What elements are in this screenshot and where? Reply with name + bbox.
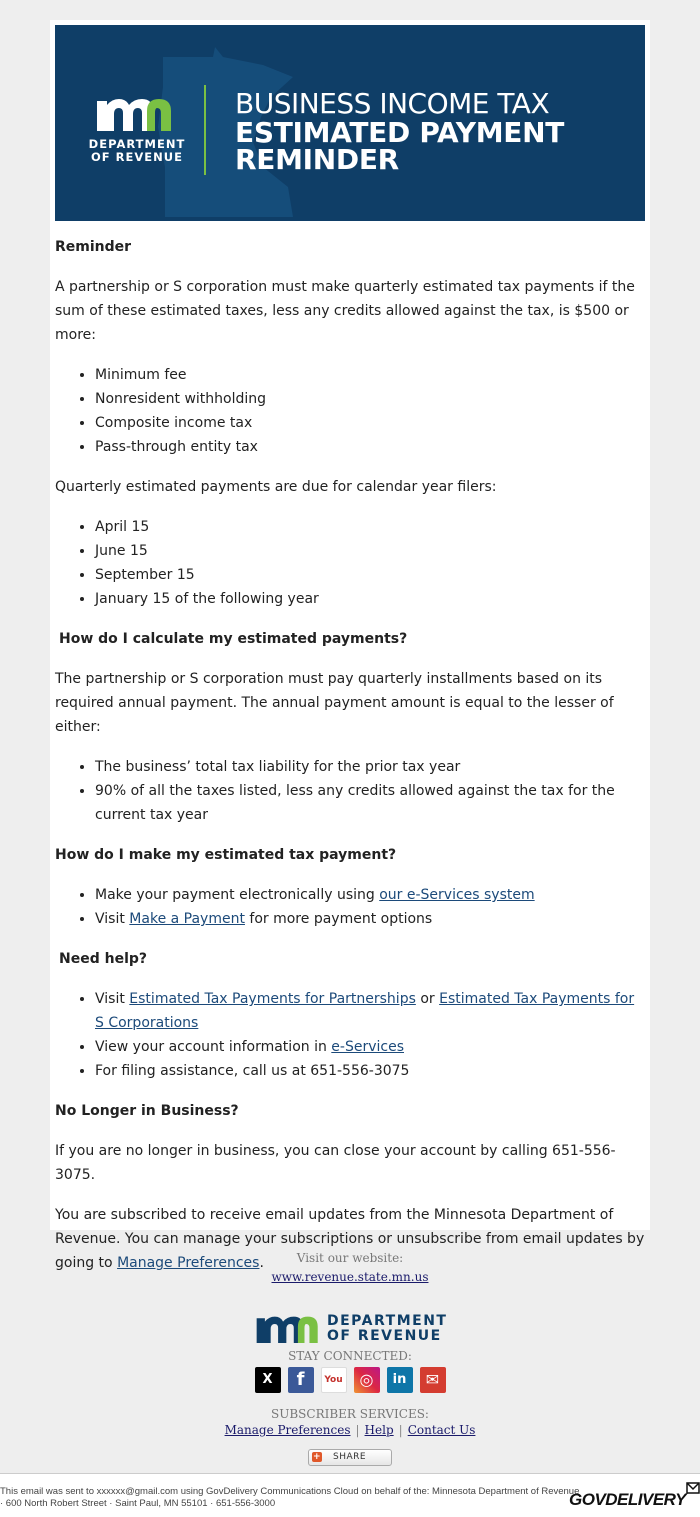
contact-us-link[interactable]: Contact Us (407, 1423, 476, 1437)
x-icon[interactable]: X (255, 1367, 281, 1393)
footer-dept-line-1: DEPARTMENT (327, 1313, 448, 1329)
separator: | (398, 1423, 403, 1437)
email-footer (0, 1250, 700, 1466)
list-item (95, 883, 647, 907)
sent-to-text: This email was sent to xxxxxx@gmail.com using GovDelivery Communications Cloud on behalf of the: Minnesota Department of Revenue · 600 North Robert Street · Saint Paul, MN 55101 · 651-556-3000 (0, 1486, 580, 1509)
e-services-system-link[interactable]: our e-Services system (379, 887, 535, 903)
dept-line-2: OF REVENUE (91, 150, 183, 164)
no-longer-paragraph: If you are no longer in business, you can close your account by calling 651-556-3075. (55, 1143, 616, 1183)
help-heading: Need help? (59, 951, 148, 967)
share-plus-icon: + (312, 1452, 322, 1462)
due-intro-paragraph: Quarterly estimated payments are due for calendar year filers: (55, 479, 497, 495)
share-button[interactable] (308, 1449, 392, 1466)
list-item (95, 907, 647, 931)
stay-connected-label: STAY CONNECTED: (288, 1349, 412, 1363)
footer-dept-logo (255, 1313, 448, 1345)
banner-title-line-3: REMINDER (235, 143, 399, 176)
mn-logo-icon (95, 95, 175, 133)
s-corporations-payments-link[interactable]: Estimated Tax Payments for S Corporations (95, 991, 635, 1031)
banner-title-line-2: ESTIMATED PAYMENT (235, 116, 565, 149)
subscriber-services-label: SUBSCRIBER SERVICES: (271, 1407, 429, 1421)
list-item: • 90% of all the taxes listed, less any credits allowed against the tax for the current tax year (95, 779, 647, 827)
list-item (95, 987, 647, 1035)
list-item (95, 1035, 647, 1059)
partnerships-payments-link[interactable]: Estimated Tax Payments for Partnerships (129, 991, 416, 1007)
calc-list (55, 755, 647, 827)
pay-list (55, 883, 647, 931)
list-item: • June 15 (95, 539, 647, 563)
manage-preferences-link[interactable]: Manage Preferences (117, 1255, 260, 1271)
instagram-icon[interactable]: ◎ (354, 1367, 380, 1393)
website-link[interactable]: www.revenue.state.mn.us (271, 1270, 429, 1284)
share-label: SHARE (333, 1452, 367, 1462)
facebook-icon[interactable]: f (288, 1367, 314, 1393)
list-item: • The business’ total tax liability for the prior tax year (95, 755, 647, 779)
manage-preferences-footer-link[interactable]: Manage Preferences (224, 1423, 351, 1437)
mn-logo-icon (255, 1313, 321, 1345)
calc-paragraph: The partnership or S corporation must pay quarterly installments based on its required annual payment. The annual payment amount is equal to the lesser of either: (55, 671, 614, 735)
list-item: • April 15 (95, 515, 647, 539)
email-icon[interactable]: ✉ (420, 1367, 446, 1393)
bottom-bar (0, 1473, 700, 1517)
list-item: • For filing assistance, call us at 651-556-3075 (95, 1059, 647, 1083)
pay-heading: How do I make my estimated tax payment? (55, 847, 397, 863)
reminder-heading: Reminder (55, 239, 132, 255)
govdelivery-logo[interactable]: GOVDELIVERY (569, 1490, 686, 1509)
make-a-payment-link[interactable]: Make a Payment (129, 911, 245, 927)
pay-item2-post: for more payment options (244, 911, 433, 927)
dept-line-1: DEPARTMENT (88, 137, 186, 151)
help-list (55, 987, 647, 1083)
help-item2-text: View your account information in (95, 1039, 332, 1055)
e-services-link[interactable]: e-Services (331, 1039, 404, 1055)
envelope-icon (686, 1482, 700, 1494)
subscribe-text: You are subscribed to receive email updates from the Minnesota Department of Revenue. You can manage your subscriptions or unsubscribe from email updates by going to (55, 1207, 645, 1271)
list-item: • Composite income tax (95, 411, 647, 435)
department-of-revenue-label (87, 138, 187, 164)
footer-dept-text (327, 1314, 447, 1344)
youtube-icon[interactable]: You (321, 1367, 347, 1393)
email-body (55, 225, 647, 1291)
tax-items-list (55, 363, 647, 459)
banner-title-line-1: BUSINESS INCOME TAX (235, 87, 550, 120)
pay-item2-text: Visit (95, 911, 130, 927)
list-item: • January 15 of the following year (95, 587, 647, 611)
visit-website-label: Visit our website: (296, 1251, 404, 1265)
linkedin-icon[interactable]: in (387, 1367, 413, 1393)
subscriber-links (0, 1421, 700, 1439)
footer-dept-line-2: OF REVENUE (327, 1328, 442, 1344)
social-icons-row (0, 1367, 700, 1395)
separator: | (355, 1423, 360, 1437)
help-item1-mid: or (415, 991, 440, 1007)
list-item: • Pass-through entity tax (95, 435, 647, 459)
due-dates-list (55, 515, 647, 611)
list-item: • Minimum fee (95, 363, 647, 387)
banner-title (235, 87, 565, 176)
intro-paragraph: A partnership or S corporation must make quarterly estimated tax payments if the sum of these estimated taxes, less any credits allowed against the tax, is $500 or more: (55, 279, 635, 343)
subscribe-end: . (259, 1255, 264, 1271)
banner-divider (204, 85, 206, 175)
pay-item1-text: Make your payment electronically using (95, 887, 380, 903)
help-item1-text: Visit (95, 991, 130, 1007)
no-longer-heading: No Longer in Business? (55, 1103, 239, 1119)
list-item: • September 15 (95, 563, 647, 587)
help-link[interactable]: Help (364, 1423, 394, 1437)
list-item: • Nonresident withholding (95, 387, 647, 411)
calc-heading: How do I calculate my estimated payments? (59, 631, 408, 647)
header-banner (55, 25, 645, 221)
